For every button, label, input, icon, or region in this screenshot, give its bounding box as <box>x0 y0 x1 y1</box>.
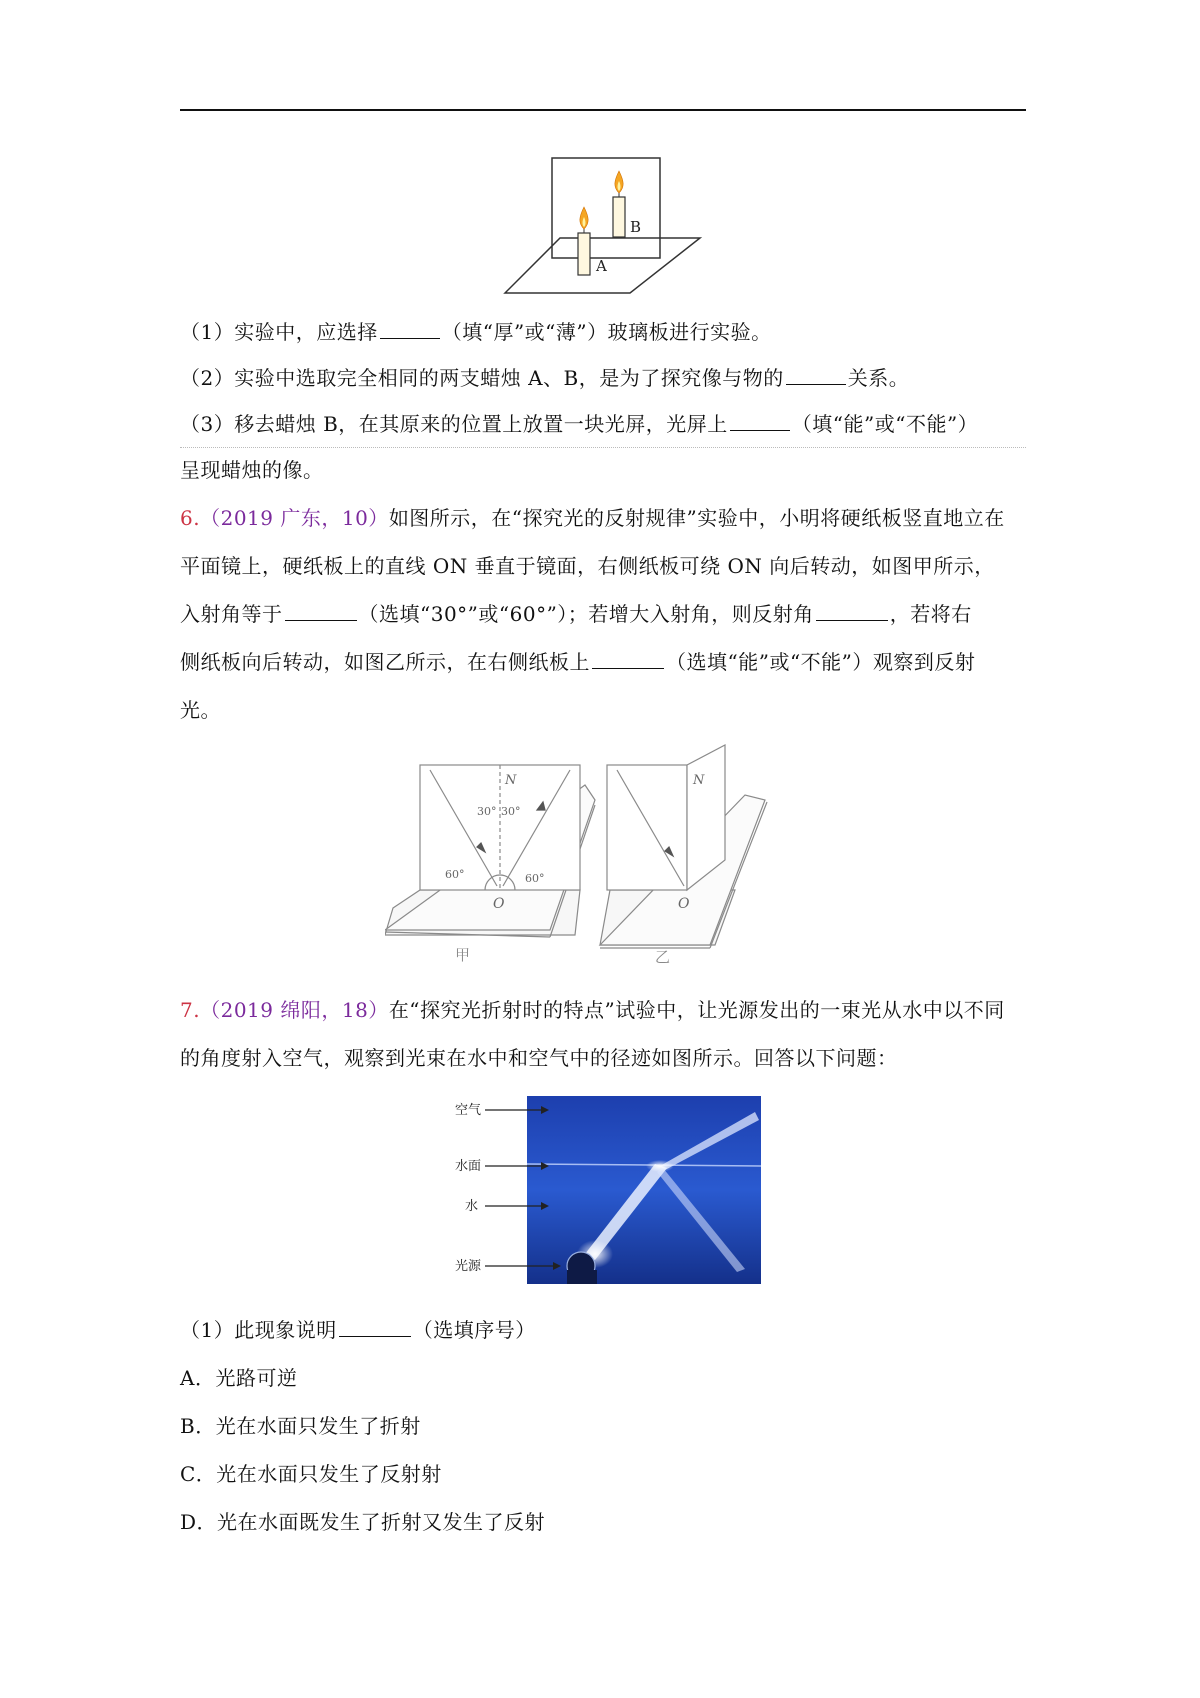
fig-caption-yi: 乙 <box>655 948 671 965</box>
q5-sub3-prefix: （3）移去蜡烛 B，在其原来的位置上放置一块光屏，光屏上 <box>180 412 728 436</box>
q5-sub2 <box>180 364 909 392</box>
q7-option-c: C．光在水面只发生了反射射 <box>180 1462 442 1486</box>
q6-source: （2019 广东，10） <box>200 506 389 530</box>
q6-line2: 平面镜上，硬纸板上的直线 ON 垂直于镜面，右侧纸板可绕 ON 向后转动，如图甲所示， <box>180 554 995 578</box>
q7-sub1-blank <box>339 1318 411 1337</box>
q5-sub1 <box>180 318 772 346</box>
q7-text1: 在“探究光折射时的特点”试验中，让光源发出的一束光从水中以不同 <box>388 998 1005 1022</box>
q6-line3 <box>180 600 972 628</box>
q7-line2: 的角度射入空气，观察到光束在水中和空气中的径迹如图所示。回答以下问题： <box>180 1046 898 1070</box>
fig-jia-angle-30b: 30° <box>501 805 521 818</box>
q6-line4-b: （选填“能”或“不能”）观察到反射 <box>666 650 976 674</box>
label-water: 水 <box>465 1199 479 1214</box>
q6-line1 <box>180 504 1005 532</box>
q5-sub1-suffix: （填“厚”或“薄”）玻璃板进行实验。 <box>441 320 772 344</box>
q6-blank-reflection <box>816 602 888 621</box>
q7-sub1-prefix: （1）此现象说明 <box>180 1318 337 1342</box>
q6-blank-observe <box>592 650 664 669</box>
q5-sub1-blank <box>380 320 440 339</box>
fig-jia-angle-60a: 60° <box>445 868 465 881</box>
label-air: 空气 <box>455 1103 482 1118</box>
q5-sub3-blank <box>730 412 790 431</box>
q5-sub1-prefix: （1）实验中，应选择 <box>180 320 378 344</box>
refraction-photo-figure <box>455 1094 765 1286</box>
q5-sub2-suffix: 关系。 <box>847 366 910 390</box>
q7-option-a: A．光路可逆 <box>180 1366 298 1390</box>
label-surface: 水面 <box>455 1159 482 1174</box>
fig-jia-label-n: N <box>505 773 517 788</box>
q6-number: 6. <box>180 506 201 530</box>
candle-b-label: B <box>630 218 642 236</box>
q6-line3-c: ，若将右 <box>889 602 972 626</box>
q6-line4-a: 侧纸板向后转动，如图乙所示，在右侧纸板上 <box>180 650 590 674</box>
q7-sub1 <box>180 1316 536 1344</box>
fig-jia-label-o: O <box>493 896 505 912</box>
q6-line3-b: （选填“30°”或“60°”）；若增大入射角，则反射角 <box>358 602 814 626</box>
q6-line5: 光。 <box>180 698 221 722</box>
header-rule <box>180 109 1026 111</box>
q5-sub3-suffix: （填“能”或“不能”） <box>791 412 979 436</box>
q5-sub3 <box>180 410 978 438</box>
dotted-divider <box>180 447 1026 448</box>
label-source: 光源 <box>455 1259 482 1274</box>
q7-option-b: B．光在水面只发生了折射 <box>180 1414 421 1438</box>
q5-sub2-prefix: （2）实验中选取完全相同的两支蜡烛 A、B，是为了探究像与物的 <box>180 366 784 390</box>
fig-yi-label-o: O <box>678 896 690 912</box>
q5-sub3-line2: 呈现蜡烛的像。 <box>180 458 324 482</box>
fig-jia-angle-60b: 60° <box>525 872 545 885</box>
q7-source: （2019 绵阳，18） <box>200 998 389 1022</box>
q5-sub2-blank <box>786 366 846 385</box>
q6-line3-a: 入射角等于 <box>180 602 283 626</box>
q7-option-d: D．光在水面既发生了折射又发生了反射 <box>180 1510 546 1534</box>
reflection-figure <box>385 740 815 965</box>
q6-line4 <box>180 648 975 676</box>
q7-line1 <box>180 996 1005 1024</box>
q6-text1: 如图所示，在“探究光的反射规律”实验中，小明将硬纸板竖直地立在 <box>388 506 1005 530</box>
fig-jia-angle-30a: 30° <box>477 805 497 818</box>
candle-a-label: A <box>596 257 607 275</box>
fig-yi-label-n: N <box>693 773 705 788</box>
q7-number: 7. <box>180 998 201 1022</box>
candle-mirror-figure <box>500 155 710 295</box>
q7-sub1-suffix: （选填序号） <box>412 1318 536 1342</box>
q6-blank-incidence <box>285 602 357 621</box>
fig-caption-jia: 甲 <box>455 946 471 964</box>
